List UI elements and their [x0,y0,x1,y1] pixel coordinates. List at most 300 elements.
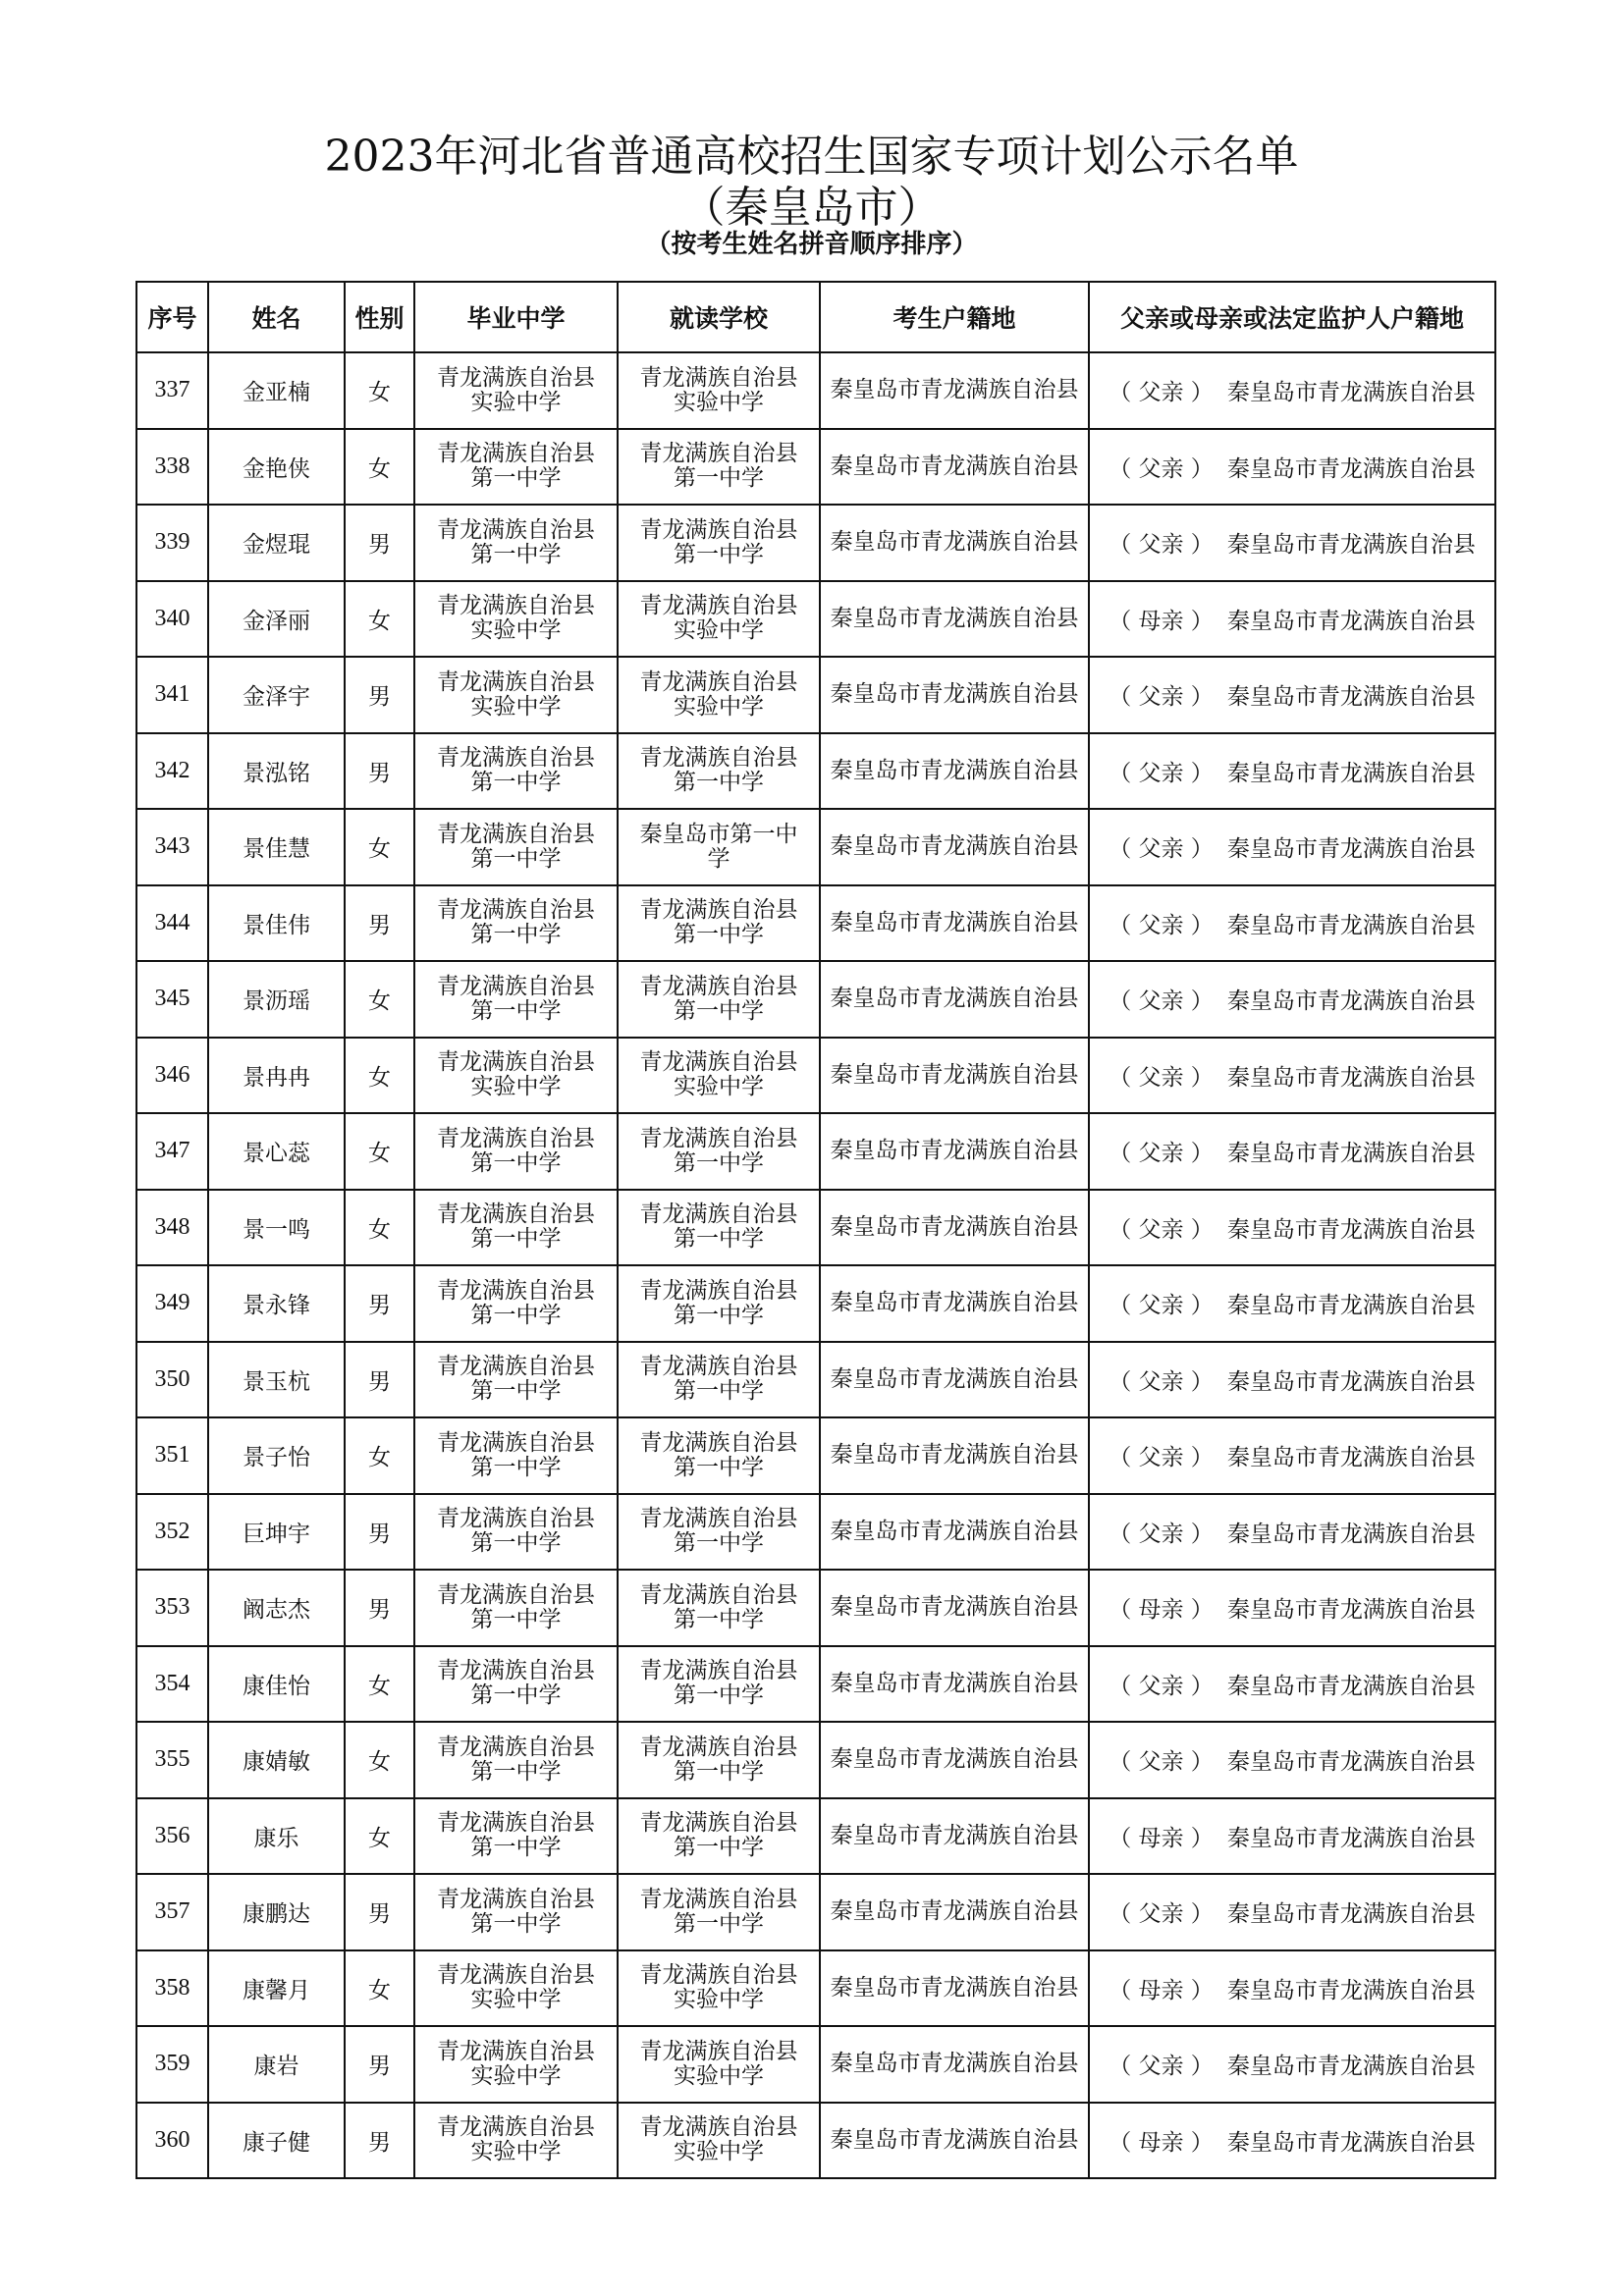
cell-student-hukou: 秦皇岛市青龙满族自治县 [820,733,1089,810]
cell-current-school [618,1722,820,1798]
cell-gender: 男 [345,1570,414,1646]
current-school-line-1: 青龙满族自治县 [639,1734,798,1760]
cell-grad-school [414,429,618,506]
table-row [136,1950,1495,2027]
parent-relation: （ 父亲 ） [1109,1216,1214,1243]
grad-school-line-1: 青龙满族自治县 [437,516,595,543]
cell-student-hukou: 秦皇岛市青龙满族自治县 [820,581,1089,658]
cell-student-hukou: 秦皇岛市青龙满族自治县 [820,1417,1089,1494]
cell-grad-school [414,733,618,810]
grad-school-line-1: 青龙满族自治县 [437,745,595,772]
cell-parent-hukou [1089,1038,1495,1114]
cell-student-hukou: 秦皇岛市青龙满族自治县 [820,1038,1089,1114]
cell-grad-school [414,1950,618,2027]
cell-current-school [618,1798,820,1875]
parent-hukou-value: 秦皇岛市青龙满族自治县 [1226,684,1476,711]
cell-gender: 女 [345,1038,414,1114]
grad-school-line-1: 青龙满族自治县 [437,1201,595,1228]
parent-relation: （ 父亲 ） [1109,760,1214,786]
cell-grad-school [414,1722,618,1798]
current-school-line-2: 第一中学 [674,1682,764,1709]
cell-name: 康馨月 [208,1950,345,2027]
cell-parent-hukou [1089,429,1495,506]
cell-grad-school [414,1798,618,1875]
cell-name: 景心蕊 [208,1113,345,1190]
current-school-line-1: 青龙满族自治县 [639,1429,798,1456]
cell-name: 康佳怡 [208,1646,345,1723]
cell-grad-school [414,1038,618,1114]
current-school-line-2: 第一中学 [674,1835,764,1861]
grad-school-line-2: 第一中学 [470,845,562,872]
cell-name: 景泓铭 [208,733,345,810]
current-school-line-2: 实验中学 [674,617,764,644]
current-school-line-2: 第一中学 [674,997,764,1024]
cell-student-hukou: 秦皇岛市青龙满族自治县 [820,1113,1089,1190]
grad-school-line-1: 青龙满族自治县 [437,1962,595,1989]
parent-relation: （ 父亲 ） [1109,1141,1214,1167]
grad-school-line-2: 第一中学 [470,1910,562,1937]
table-row [136,2026,1495,2103]
parent-hukou-value: 秦皇岛市青龙满族自治县 [1226,1673,1476,1699]
table-row [136,733,1495,810]
parent-relation: （ 父亲 ） [1109,684,1214,711]
current-school-line-1: 青龙满族自治县 [639,1658,798,1684]
cell-grad-school [414,1494,618,1571]
cell-parent-hukou [1089,1950,1495,2027]
cell-student-hukou: 秦皇岛市青龙满族自治县 [820,1950,1089,2027]
current-school-line-1: 青龙满族自治县 [639,668,798,695]
cell-current-school [618,1950,820,2027]
cell-name: 景冉冉 [208,1038,345,1114]
current-school-line-1: 青龙满族自治县 [639,1886,798,1912]
table-row [136,1113,1495,1190]
cell-parent-hukou [1089,352,1495,429]
cell-name: 景沥瑶 [208,961,345,1038]
cell-seq: 355 [136,1722,208,1798]
cell-student-hukou: 秦皇岛市青龙满族自治县 [820,1494,1089,1571]
cell-name: 金亚楠 [208,352,345,429]
cell-current-school [618,1265,820,1342]
cell-gender: 男 [345,1265,414,1342]
current-school-line-1: 青龙满族自治县 [639,1506,798,1532]
table-row [136,1417,1495,1494]
grad-school-line-1: 青龙满族自治县 [437,1810,595,1837]
current-school-line-2: 实验中学 [674,2139,764,2165]
current-school-line-2: 实验中学 [674,389,764,415]
table-row [136,885,1495,962]
cell-seq: 357 [136,1874,208,1950]
cell-current-school [618,657,820,733]
table-row [136,2103,1495,2179]
cell-seq: 359 [136,2026,208,2103]
cell-gender: 男 [345,657,414,733]
cell-student-hukou: 秦皇岛市青龙满族自治县 [820,1722,1089,1798]
current-school-line-1: 青龙满族自治县 [639,1962,798,1989]
cell-current-school [618,429,820,506]
current-school-line-2: 第一中学 [674,1606,764,1632]
cell-seq: 346 [136,1038,208,1114]
parent-hukou-value: 秦皇岛市青龙满族自治县 [1226,2054,1476,2080]
current-school-line-2: 第一中学 [674,1758,764,1785]
parent-hukou-value: 秦皇岛市青龙满族自治县 [1226,1216,1476,1243]
parent-hukou-value: 秦皇岛市青龙满族自治县 [1226,2129,1476,2156]
current-school-line-2: 第一中学 [674,1910,764,1937]
grad-school-line-1: 青龙满族自治县 [437,1277,595,1304]
cell-name: 金艳侠 [208,429,345,506]
cell-name: 景佳慧 [208,809,345,885]
grad-school-line-2: 实验中学 [470,2062,562,2089]
cell-student-hukou: 秦皇岛市青龙满族自治县 [820,1798,1089,1875]
cell-student-hukou: 秦皇岛市青龙满族自治县 [820,505,1089,581]
parent-hukou-value: 秦皇岛市青龙满族自治县 [1226,455,1476,482]
cell-name: 康岩 [208,2026,345,2103]
cell-current-school [618,1342,820,1418]
current-school-line-2: 第一中学 [674,1378,764,1405]
cell-grad-school [414,352,618,429]
table-row [136,505,1495,581]
cell-gender: 女 [345,1417,414,1494]
parent-relation: （ 父亲 ） [1109,380,1214,406]
cell-seq: 351 [136,1417,208,1494]
cell-student-hukou: 秦皇岛市青龙满族自治县 [820,961,1089,1038]
current-school-line-1: 青龙满族自治县 [639,1277,798,1304]
cell-seq: 338 [136,429,208,506]
cell-name: 景佳伟 [208,885,345,962]
table-row [136,352,1495,429]
grad-school-line-2: 第一中学 [470,1226,562,1253]
cell-gender: 男 [345,2026,414,2103]
cell-parent-hukou [1089,1342,1495,1418]
header-seq: 序号 [136,282,208,352]
grad-school-line-1: 青龙满族自治县 [437,2114,595,2141]
cell-gender: 女 [345,961,414,1038]
cell-seq: 358 [136,1950,208,2027]
grad-school-line-1: 青龙满族自治县 [437,821,595,847]
table-row [136,1798,1495,1875]
parent-hukou-value: 秦皇岛市青龙满族自治县 [1226,1064,1476,1091]
cell-gender: 女 [345,1113,414,1190]
cell-grad-school [414,1113,618,1190]
cell-grad-school [414,657,618,733]
cell-name: 景永锋 [208,1265,345,1342]
cell-gender: 女 [345,352,414,429]
cell-parent-hukou [1089,1113,1495,1190]
grad-school-line-1: 青龙满族自治县 [437,1658,595,1684]
current-school-line-1: 青龙满族自治县 [639,1049,798,1076]
cell-parent-hukou [1089,657,1495,733]
current-school-line-1: 青龙满族自治县 [639,745,798,772]
current-school-line-1: 青龙满族自治县 [639,441,798,467]
header-parent-hukou: 父亲或母亲或法定监护人户籍地 [1089,282,1495,352]
current-school-line-2: 实验中学 [674,1987,764,2013]
grad-school-line-1: 青龙满族自治县 [437,1581,595,1608]
current-school-line-1: 青龙满族自治县 [639,1581,798,1608]
parent-relation: （ 父亲 ） [1109,1445,1214,1471]
parent-hukou-value: 秦皇岛市青龙满族自治县 [1226,1749,1476,1776]
current-school-line-2: 第一中学 [674,1226,764,1253]
parent-relation: （ 父亲 ） [1109,1293,1214,1319]
table-row [136,581,1495,658]
cell-current-school [618,733,820,810]
cell-current-school [618,1113,820,1190]
grad-school-line-1: 青龙满族自治县 [437,1125,595,1151]
cell-name: 金泽丽 [208,581,345,658]
cell-seq: 350 [136,1342,208,1418]
cell-seq: 348 [136,1190,208,1266]
parent-hukou-value: 秦皇岛市青龙满族自治县 [1226,1977,1476,2003]
current-school-line-2: 第一中学 [674,1530,764,1557]
cell-student-hukou: 秦皇岛市青龙满族自治县 [820,885,1089,962]
cell-name: 金煜琨 [208,505,345,581]
grad-school-line-1: 青龙满族自治县 [437,593,595,619]
cell-gender: 女 [345,1190,414,1266]
grad-school-line-2: 实验中学 [470,2139,562,2165]
cell-seq: 341 [136,657,208,733]
current-school-line-2: 实验中学 [674,2062,764,2089]
current-school-line-2: 第一中学 [674,922,764,948]
cell-parent-hukou [1089,2026,1495,2103]
cell-gender: 女 [345,1798,414,1875]
cell-student-hukou: 秦皇岛市青龙满族自治县 [820,1570,1089,1646]
cell-seq: 354 [136,1646,208,1723]
page-subtitle: （秦皇岛市） [681,183,942,233]
cell-student-hukou: 秦皇岛市青龙满族自治县 [820,2103,1089,2179]
cell-current-school [618,1494,820,1571]
cell-current-school [618,2026,820,2103]
grad-school-line-2: 第一中学 [470,1378,562,1405]
grad-school-line-2: 实验中学 [470,1074,562,1100]
current-school-line-1: 青龙满族自治县 [639,2114,798,2141]
grad-school-line-2: 实验中学 [470,389,562,415]
parent-relation: （ 父亲 ） [1109,2054,1214,2080]
cell-name: 康婧敏 [208,1722,345,1798]
cell-current-school [618,1038,820,1114]
cell-grad-school [414,1190,618,1266]
table-row [136,1646,1495,1723]
cell-parent-hukou [1089,1570,1495,1646]
cell-seq: 342 [136,733,208,810]
parent-relation: （ 母亲 ） [1109,1825,1214,1851]
parent-hukou-value: 秦皇岛市青龙满族自治县 [1226,532,1476,559]
grad-school-line-1: 青龙满族自治县 [437,1049,595,1076]
grad-school-line-2: 实验中学 [470,617,562,644]
parent-relation: （ 父亲 ） [1109,1673,1214,1699]
cell-grad-school [414,2103,618,2179]
cell-current-school [618,2103,820,2179]
grad-school-line-2: 第一中学 [470,922,562,948]
cell-parent-hukou [1089,733,1495,810]
cell-grad-school [414,581,618,658]
cell-gender: 女 [345,581,414,658]
cell-name: 景子怡 [208,1417,345,1494]
parent-relation: （ 父亲 ） [1109,836,1214,863]
cell-seq: 353 [136,1570,208,1646]
cell-seq: 343 [136,809,208,885]
cell-parent-hukou [1089,809,1495,885]
current-school-line-1: 青龙满族自治县 [639,1354,798,1380]
cell-seq: 345 [136,961,208,1038]
cell-gender: 男 [345,885,414,962]
parent-hukou-value: 秦皇岛市青龙满族自治县 [1226,1368,1476,1395]
cell-current-school [618,1190,820,1266]
current-school-line-2: 实验中学 [674,693,764,720]
table-row [136,1874,1495,1950]
current-school-line-2: 第一中学 [674,1454,764,1480]
cell-student-hukou: 秦皇岛市青龙满族自治县 [820,1342,1089,1418]
cell-seq: 344 [136,885,208,962]
current-school-line-1: 青龙满族自治县 [639,516,798,543]
header-current-school: 就读学校 [618,282,820,352]
cell-current-school [618,1570,820,1646]
cell-parent-hukou [1089,1494,1495,1571]
cell-grad-school [414,1342,618,1418]
grad-school-line-1: 青龙满族自治县 [437,1734,595,1760]
cell-current-school [618,1417,820,1494]
cell-parent-hukou [1089,2103,1495,2179]
cell-grad-school [414,961,618,1038]
enrollment-table [135,281,1496,2179]
parent-relation: （ 母亲 ） [1109,1597,1214,1624]
current-school-line-1: 青龙满族自治县 [639,1810,798,1837]
parent-relation: （ 父亲 ） [1109,1749,1214,1776]
cell-current-school [618,885,820,962]
current-school-line-2: 学 [707,845,730,872]
cell-gender: 男 [345,1494,414,1571]
grad-school-line-1: 青龙满族自治县 [437,897,595,924]
cell-gender: 女 [345,809,414,885]
table-row [136,1342,1495,1418]
cell-grad-school [414,1646,618,1723]
grad-school-line-2: 第一中学 [470,541,562,567]
parent-hukou-value: 秦皇岛市青龙满族自治县 [1226,1521,1476,1547]
cell-name: 康子健 [208,2103,345,2179]
table-row [136,429,1495,506]
cell-name: 康鹏达 [208,1874,345,1950]
table-row [136,961,1495,1038]
cell-grad-school [414,885,618,962]
cell-seq: 356 [136,1798,208,1875]
cell-current-school [618,505,820,581]
grad-school-line-1: 青龙满族自治县 [437,441,595,467]
cell-student-hukou: 秦皇岛市青龙满族自治县 [820,352,1089,429]
cell-parent-hukou [1089,961,1495,1038]
current-school-line-1: 青龙满族自治县 [639,593,798,619]
cell-student-hukou: 秦皇岛市青龙满族自治县 [820,1265,1089,1342]
cell-student-hukou: 秦皇岛市青龙满族自治县 [820,2026,1089,2103]
cell-name: 金泽宇 [208,657,345,733]
cell-current-school [618,352,820,429]
cell-seq: 360 [136,2103,208,2179]
cell-grad-school [414,2026,618,2103]
parent-hukou-value: 秦皇岛市青龙满族自治县 [1226,1825,1476,1851]
cell-gender: 女 [345,1722,414,1798]
cell-seq: 340 [136,581,208,658]
cell-grad-school [414,1874,618,1950]
cell-student-hukou: 秦皇岛市青龙满族自治县 [820,1190,1089,1266]
table-row [136,1722,1495,1798]
cell-seq: 337 [136,352,208,429]
cell-parent-hukou [1089,1417,1495,1494]
grad-school-line-2: 第一中学 [470,1606,562,1632]
grad-school-line-1: 青龙满族自治县 [437,1506,595,1532]
current-school-line-2: 实验中学 [674,1074,764,1100]
parent-relation: （ 父亲 ） [1109,532,1214,559]
table-header-row [136,282,1495,352]
cell-seq: 352 [136,1494,208,1571]
current-school-line-1: 青龙满族自治县 [639,1201,798,1228]
cell-student-hukou: 秦皇岛市青龙满族自治县 [820,429,1089,506]
cell-gender: 女 [345,1646,414,1723]
grad-school-line-2: 第一中学 [470,1530,562,1557]
parent-hukou-value: 秦皇岛市青龙满族自治县 [1226,988,1476,1015]
cell-gender: 女 [345,429,414,506]
current-school-line-2: 第一中学 [674,465,764,492]
table-row [136,1265,1495,1342]
current-school-line-2: 第一中学 [674,1302,764,1328]
cell-parent-hukou [1089,1798,1495,1875]
parent-hukou-value: 秦皇岛市青龙满族自治县 [1226,380,1476,406]
sort-note: （按考生姓名拼音顺序排序） [645,230,978,259]
cell-gender: 男 [345,733,414,810]
grad-school-line-1: 青龙满族自治县 [437,1354,595,1380]
cell-current-school [618,1874,820,1950]
current-school-line-2: 第一中学 [674,770,764,796]
parent-relation: （ 父亲 ） [1109,1901,1214,1928]
header-name: 姓名 [208,282,345,352]
cell-seq: 347 [136,1113,208,1190]
grad-school-line-1: 青龙满族自治县 [437,668,595,695]
cell-seq: 339 [136,505,208,581]
grad-school-line-2: 第一中学 [470,1758,562,1785]
cell-parent-hukou [1089,1190,1495,1266]
grad-school-line-2: 第一中学 [470,1682,562,1709]
parent-hukou-value: 秦皇岛市青龙满族自治县 [1226,1597,1476,1624]
table-row [136,1190,1495,1266]
grad-school-line-1: 青龙满族自治县 [437,364,595,391]
cell-student-hukou: 秦皇岛市青龙满族自治县 [820,657,1089,733]
cell-student-hukou: 秦皇岛市青龙满族自治县 [820,1874,1089,1950]
cell-parent-hukou [1089,1874,1495,1950]
cell-grad-school [414,1417,618,1494]
cell-current-school [618,1646,820,1723]
cell-gender: 男 [345,2103,414,2179]
parent-hukou-value: 秦皇岛市青龙满族自治县 [1226,836,1476,863]
header-grad-school: 毕业中学 [414,282,618,352]
cell-gender: 男 [345,505,414,581]
parent-relation: （ 父亲 ） [1109,1368,1214,1395]
header-student-hukou: 考生户籍地 [820,282,1089,352]
current-school-line-1: 秦皇岛市第一中 [639,821,798,847]
table-row [136,1570,1495,1646]
cell-parent-hukou [1089,1265,1495,1342]
cell-name: 阚志杰 [208,1570,345,1646]
parent-relation: （ 父亲 ） [1109,912,1214,938]
parent-hukou-value: 秦皇岛市青龙满族自治县 [1226,912,1476,938]
cell-gender: 男 [345,1874,414,1950]
current-school-line-1: 青龙满族自治县 [639,364,798,391]
current-school-line-1: 青龙满族自治县 [639,973,798,999]
grad-school-line-2: 第一中学 [470,1149,562,1176]
parent-relation: （ 父亲 ） [1109,1064,1214,1091]
parent-relation: （ 父亲 ） [1109,1521,1214,1547]
cell-grad-school [414,505,618,581]
grad-school-line-1: 青龙满族自治县 [437,973,595,999]
current-school-line-1: 青龙满族自治县 [639,897,798,924]
grad-school-line-2: 第一中学 [470,465,562,492]
cell-grad-school [414,1265,618,1342]
cell-student-hukou: 秦皇岛市青龙满族自治县 [820,1646,1089,1723]
parent-relation: （ 母亲 ） [1109,1977,1214,2003]
